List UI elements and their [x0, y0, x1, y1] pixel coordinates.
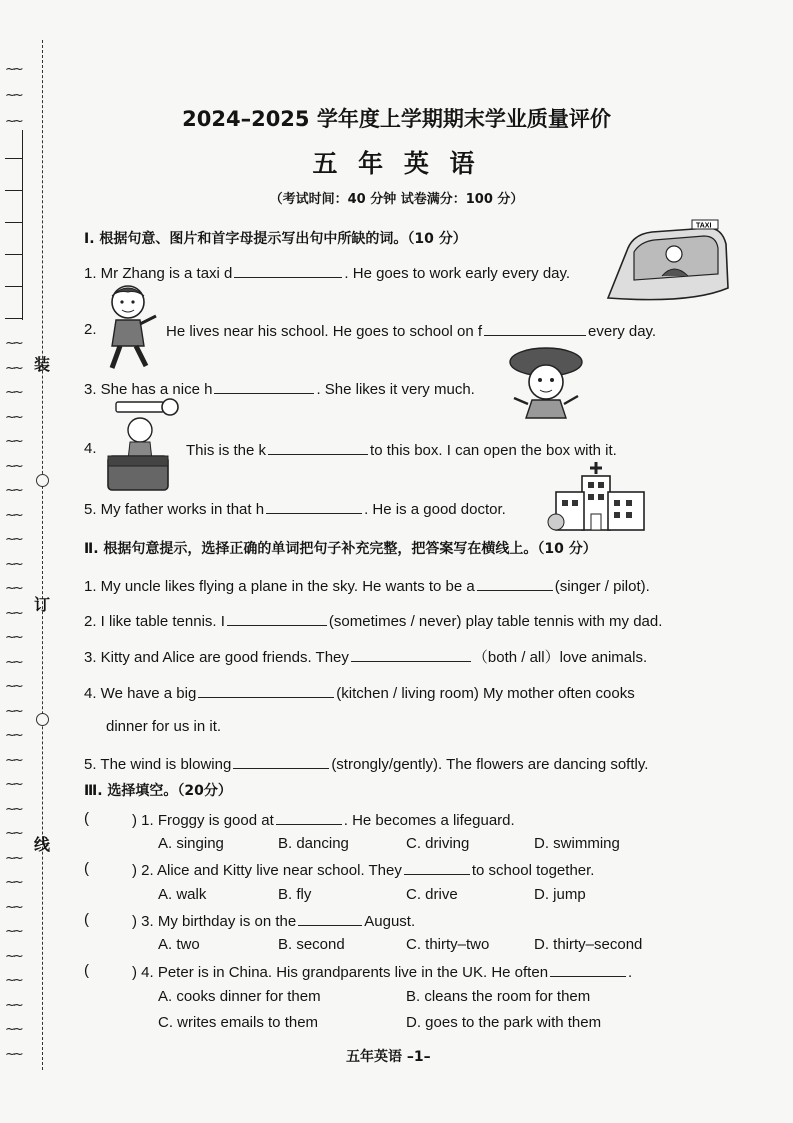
binding-squiggle: ~~: [5, 949, 21, 964]
answer-blank[interactable]: [550, 962, 626, 977]
binding-squiggle: ~~: [5, 62, 21, 77]
s1-question-3: 3. She has a nice h . She likes it very much.: [84, 381, 475, 398]
s2-question-4: 4. We have a big (kitchen / living room) My mother often cooks: [84, 685, 635, 702]
exam-info: （考试时间：40 分钟 试卷满分：100 分）: [269, 192, 524, 207]
option-b: B. dancing: [278, 835, 349, 852]
s3-answer-paren: (: [84, 911, 89, 928]
answer-blank[interactable]: [268, 440, 368, 455]
binding-tick: [5, 318, 23, 319]
binding-squiggle: ~~: [5, 1022, 21, 1037]
answer-blank[interactable]: [198, 683, 334, 698]
page-title: 2024–2025 学年度上学期期末学业质量评价: [182, 107, 611, 131]
taxi-driver-illustration: [600, 218, 732, 308]
option-d: D. jump: [534, 886, 586, 903]
option-a: A. two: [158, 936, 200, 953]
answer-blank[interactable]: [404, 860, 470, 875]
section2-heading: Ⅱ. 根据句意提示，选择正确的单词把句子补充完整，把答案写在横线上。（10 分）: [84, 541, 597, 557]
binding-squiggle: ~~: [5, 606, 21, 621]
s3-question-1: ) 1. Froggy is good at . He becomes a lifeguard.: [132, 812, 515, 829]
binding-squiggle: ~~: [5, 1047, 21, 1062]
option-c: C. thirty–two: [406, 936, 490, 953]
binding-squiggle: ~~: [5, 114, 21, 129]
binding-circle: [36, 474, 49, 487]
binding-squiggle: ~~: [5, 630, 21, 645]
section1-heading: Ⅰ. 根据句意、图片和首字母提示写出句中所缺的词。（10 分）: [84, 231, 467, 247]
binding-squiggle: ~~: [5, 655, 21, 670]
binding-squiggle: ~~: [5, 459, 21, 474]
option-b: B. cleans the room for them: [406, 988, 591, 1005]
answer-blank[interactable]: [233, 754, 329, 769]
binding-squiggle: ~~: [5, 998, 21, 1013]
option-c: C. driving: [406, 835, 470, 852]
binding-squiggle: ~~: [5, 88, 21, 103]
binding-squiggle: ~~: [5, 532, 21, 547]
binding-circle: [36, 713, 49, 726]
binding-squiggle: ~~: [5, 434, 21, 449]
option-b: B. second: [278, 936, 345, 953]
subject-title: 五 年 英 语: [312, 149, 481, 178]
option-d: D. goes to the park with them: [406, 1014, 602, 1031]
answer-blank[interactable]: [351, 647, 471, 662]
s1-question-4: This is the k to this box. I can open the box with it.: [186, 442, 617, 459]
s2-question-1: 1. My uncle likes flying a plane in the sky. He wants to be a (singer / pilot).: [84, 578, 650, 595]
binding-squiggle: ~~: [5, 753, 21, 768]
key-and-treasure-box-illustration: [96, 396, 184, 494]
s1-question-5: 5. My father works in that h . He is a good doctor.: [84, 501, 506, 518]
s3-question-3: ) 3. My birthday is on the August.: [132, 913, 416, 930]
page-footer: 五年英语 –1–: [346, 1049, 431, 1065]
binding-char-xian: 线: [34, 835, 51, 854]
binding-squiggle: ~~: [5, 851, 21, 866]
option-b: B. fly: [278, 886, 312, 903]
binding-tick: [5, 286, 23, 287]
answer-blank[interactable]: [484, 321, 586, 336]
binding-squiggle: ~~: [5, 973, 21, 988]
binding-squiggle: ~~: [5, 410, 21, 425]
binding-tick: [5, 222, 23, 223]
option-a: A. walk: [158, 886, 207, 903]
binding-squiggle: ~~: [5, 826, 21, 841]
option-a: A. singing: [158, 835, 224, 852]
answer-blank[interactable]: [276, 810, 342, 825]
binding-squiggle: ~~: [5, 336, 21, 351]
binding-squiggle: ~~: [5, 581, 21, 596]
answer-blank[interactable]: [214, 379, 314, 394]
binding-squiggle: ~~: [5, 385, 21, 400]
s3-answer-paren: (: [84, 860, 89, 877]
section3-heading: Ⅲ. 选择填空。（20分）: [84, 783, 232, 799]
option-c: C. writes emails to them: [158, 1014, 319, 1031]
s3-answer-paren: (: [84, 810, 89, 827]
option-c: C. drive: [406, 886, 458, 903]
binding-squiggle: ~~: [5, 361, 21, 376]
binding-squiggle: ~~: [5, 483, 21, 498]
s1-question-4-num: 4.: [84, 440, 97, 457]
answer-blank[interactable]: [227, 611, 327, 626]
taxi-sign-text: TAXI: [696, 222, 712, 230]
option-d: D. thirty–second: [534, 936, 643, 953]
answer-blank[interactable]: [298, 911, 362, 926]
answer-blank[interactable]: [234, 263, 342, 278]
girl-with-hat-illustration: [506, 344, 588, 422]
binding-squiggle: ~~: [5, 900, 21, 915]
binding-char-zhuang: 装: [34, 355, 51, 374]
s3-question-4: ) 4. Peter is in China. His grandparents live in the UK. He often .: [132, 964, 633, 981]
s1-question-2-num: 2.: [84, 321, 97, 338]
binding-squiggle: ~~: [5, 508, 21, 523]
answer-blank[interactable]: [266, 499, 362, 514]
binding-tick: [5, 254, 23, 255]
answer-blank[interactable]: [477, 576, 553, 591]
binding-squiggle: ~~: [5, 875, 21, 890]
walking-boy-illustration: [100, 280, 164, 372]
option-d: D. swimming: [534, 835, 620, 852]
binding-squiggle: ~~: [5, 802, 21, 817]
s1-question-1: 1. Mr Zhang is a taxi d . He goes to work early every day.: [84, 265, 571, 282]
binding-char-ding: 订: [34, 595, 51, 614]
s3-answer-paren: (: [84, 962, 89, 979]
binding-squiggle: ~~: [5, 704, 21, 719]
s2-question-5: 5. The wind is blowing (strongly/gently). The flowers are dancing softly.: [84, 756, 649, 773]
s2-question-3: 3. Kitty and Alice are good friends. They （both / all）love animals.: [84, 649, 648, 666]
option-a: A. cooks dinner for them: [158, 988, 321, 1005]
binding-squiggle: ~~: [5, 557, 21, 572]
binding-squiggle: ~~: [5, 728, 21, 743]
binding-squiggle: ~~: [5, 924, 21, 939]
s1-question-2: He lives near his school. He goes to school on f every day.: [166, 323, 657, 340]
binding-squiggle: ~~: [5, 777, 21, 792]
s3-question-2: ) 2. Alice and Kitty live near school. They to school together.: [132, 862, 595, 879]
s2-question-2: 2. I like table tennis. I (sometimes / never) play table tennis with my dad.: [84, 613, 663, 630]
binding-squiggle: ~~: [5, 679, 21, 694]
hospital-illustration: [546, 462, 648, 532]
s2-question-4-line2: dinner for us in it.: [106, 718, 222, 735]
